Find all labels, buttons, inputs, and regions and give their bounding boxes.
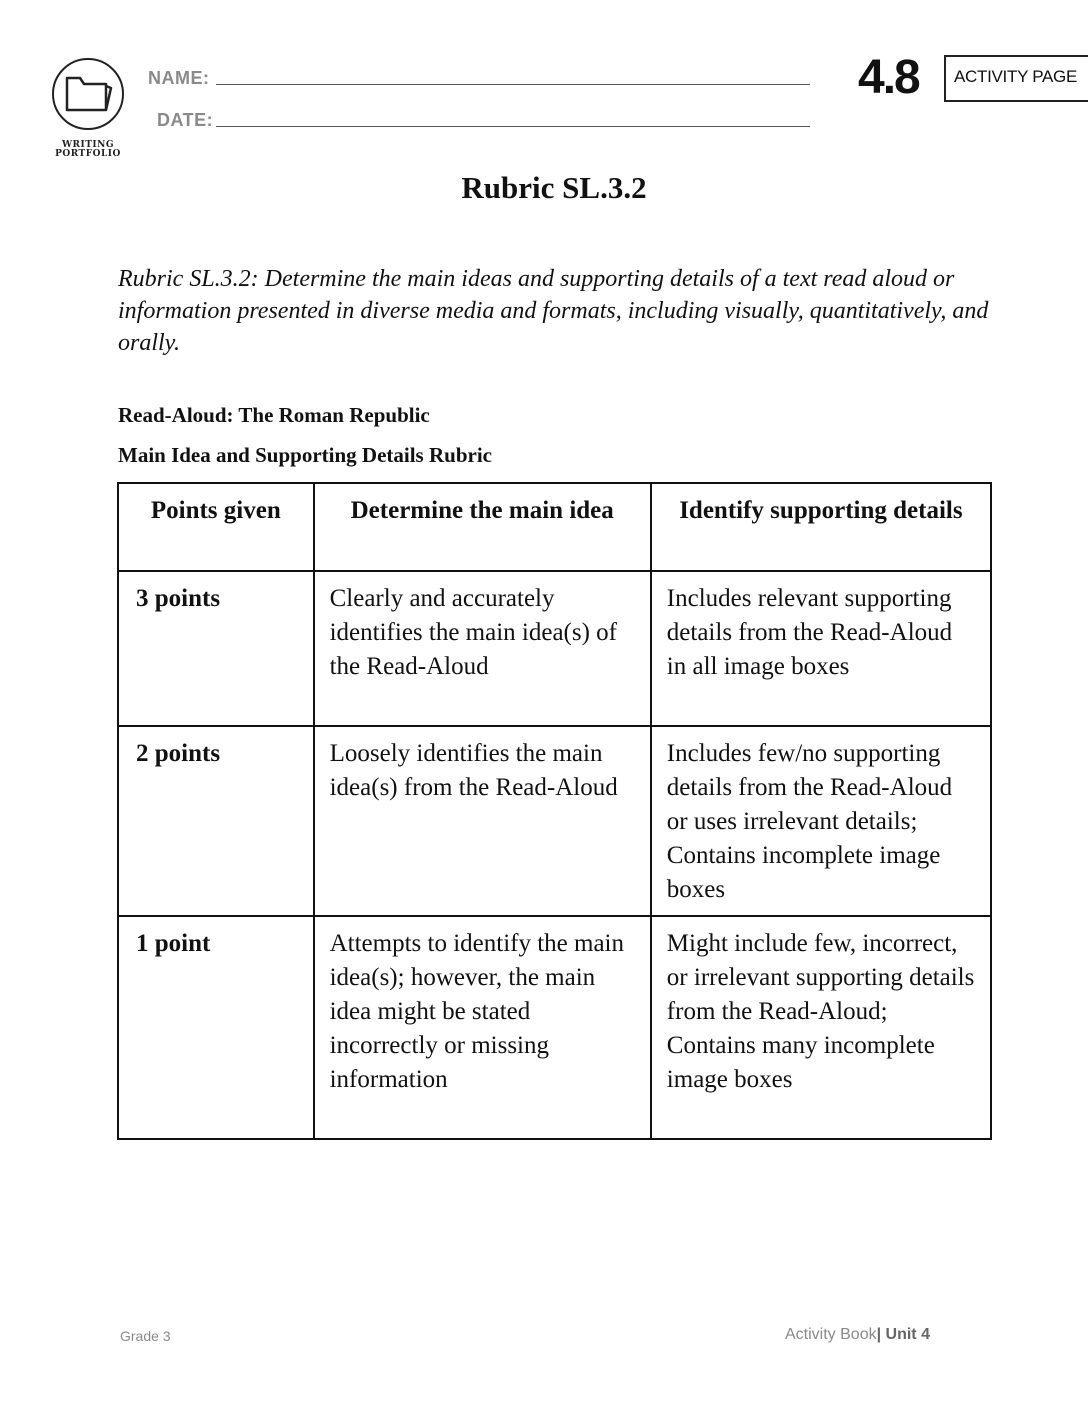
rubric-heading: Main Idea and Supporting Details Rubric: [118, 443, 492, 467]
points-cell: 3 points: [118, 571, 314, 726]
footer-book: Activity Book: [785, 1326, 877, 1343]
header-points: Points given: [118, 483, 314, 571]
table-row: [118, 571, 991, 726]
folder-icon: [64, 74, 114, 114]
header-main-idea: Determine the main idea: [314, 483, 651, 571]
details-cell: Includes relevant supporting details from the Read-Aloud in all image boxes: [651, 571, 991, 726]
footer-separator: |: [876, 1326, 882, 1343]
points-cell: 1 point: [118, 916, 314, 1139]
date-line: [216, 126, 810, 127]
footer-book-unit: [785, 1326, 930, 1344]
footer-unit: Unit 4: [885, 1326, 930, 1343]
read-aloud-heading: Read-Aloud: The Roman Republic: [118, 403, 430, 427]
details-cell: Includes few/no supporting details from the Read-Aloud or uses irrelevant details; Contains incomplete image boxes: [651, 726, 991, 916]
activity-page-label: ACTIVITY PAGE: [954, 67, 1078, 86]
table-row: [118, 726, 991, 916]
main-idea-cell: Clearly and accurately identifies the main idea(s) of the Read-Aloud: [314, 571, 651, 726]
name-label: NAME:: [148, 68, 210, 88]
points-cell: 2 points: [118, 726, 314, 916]
details-cell: Might include few, incorrect, or irrelevant supporting details from the Read-Aloud; Contains many incomplete image boxes: [651, 916, 991, 1139]
logo-caption: WRITING PORTFOLIO: [55, 140, 121, 159]
main-idea-cell: Attempts to identify the main idea(s); however, the main idea might be stated incorrectly or missing information: [314, 916, 651, 1139]
page-number: 4.8: [858, 51, 919, 104]
header-supporting-details: Identify supporting details: [651, 483, 991, 571]
standard-description: Rubric SL.3.2: Determine the main ideas and supporting details of a text read aloud or information presented in diverse media and formats, including visually, quantitatively, and orally.: [118, 266, 989, 356]
footer-grade: Grade 3: [120, 1328, 171, 1344]
table-header-row: [118, 483, 991, 571]
writing-portfolio-logo: [52, 58, 124, 130]
rubric-table: [117, 482, 992, 1140]
main-idea-cell: Loosely identifies the main idea(s) from the Read-Aloud: [314, 726, 651, 916]
table-row: [118, 916, 991, 1139]
name-line: [216, 84, 810, 85]
date-label: DATE:: [157, 110, 214, 130]
page-title: Rubric SL.3.2: [461, 170, 647, 205]
